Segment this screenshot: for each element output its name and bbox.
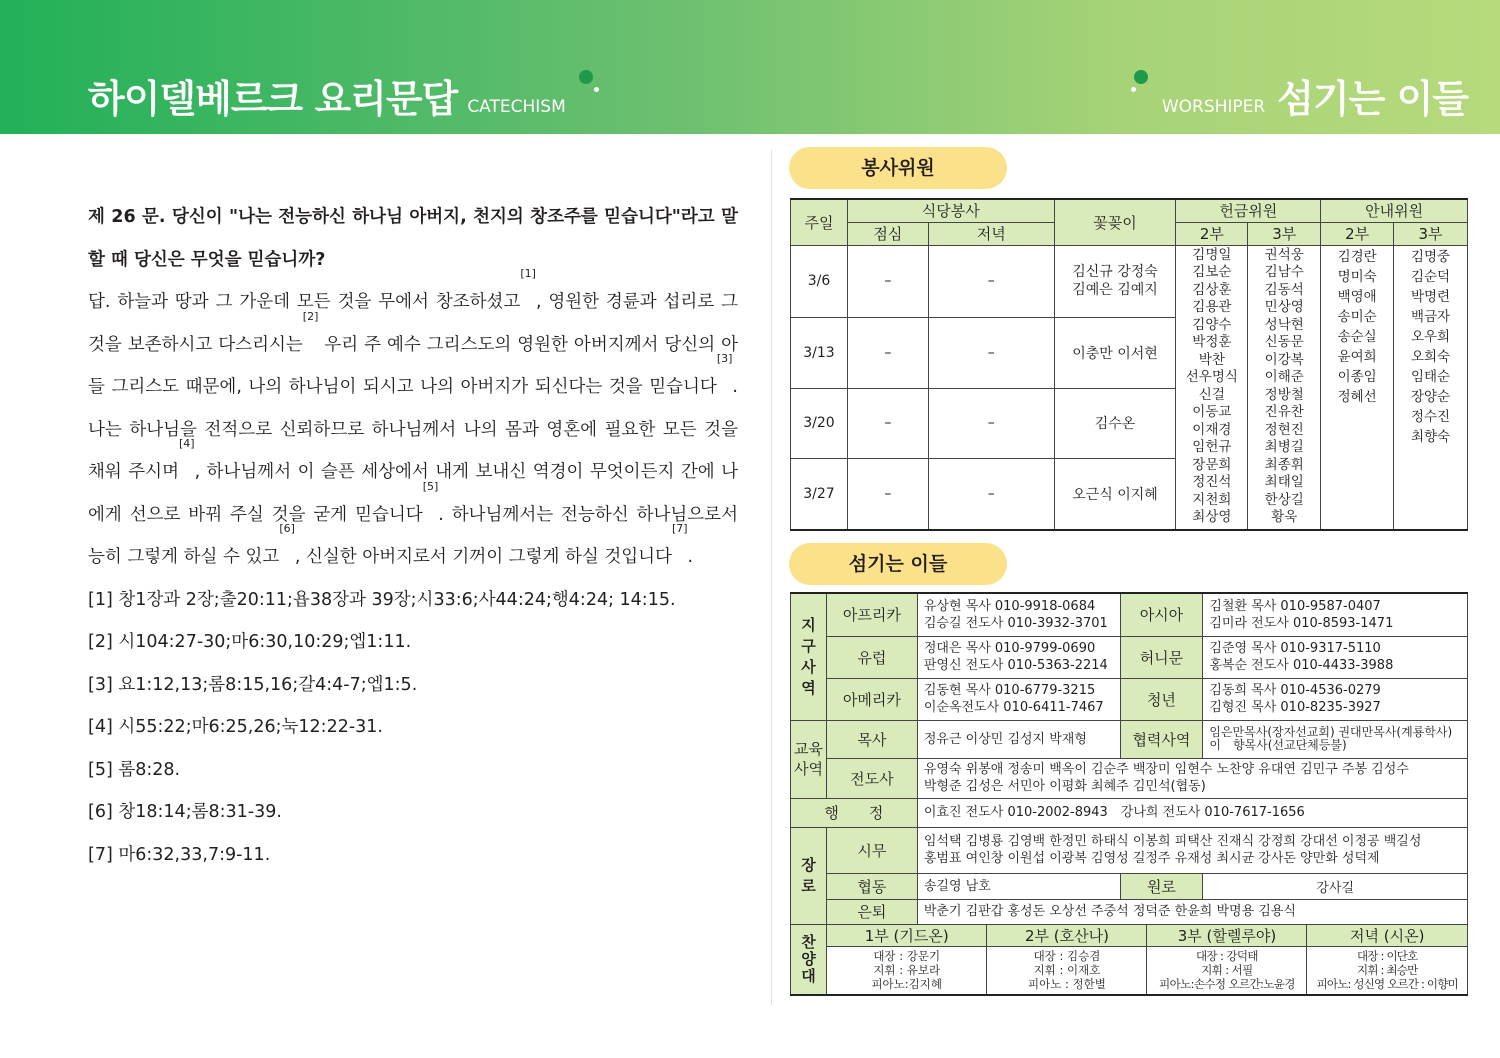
dinner-cell: – [928, 388, 1054, 458]
honeymoon-info [1203, 636, 1468, 678]
name-item: 송미순 [1337, 308, 1377, 325]
active-info [917, 827, 1467, 873]
reference-line: [5] 롬8:28. [88, 759, 181, 780]
honeymoon-line: 홍복순 전도사 010-4433-3988 [1209, 658, 1394, 673]
header-meal: 식당봉사 [847, 199, 1054, 222]
choir-line: 지휘 : 이재호 [1033, 963, 1101, 978]
name-item: 김순덕 [1410, 268, 1451, 285]
name-item: 한상길 [1264, 491, 1304, 508]
footnote-marker: [2] [302, 309, 319, 323]
date-cell: 3/27 [791, 458, 848, 530]
youth-label: 청년 [1120, 678, 1203, 720]
header-guide-2: 2부 [1321, 222, 1394, 245]
reference-line: [1] 창1장과 2장;출20:11;욥38장과 39장;시33:6;사44:24;행4:24; 14:15. [88, 589, 676, 610]
name-item: 진유찬 [1264, 404, 1304, 420]
evangelist-line: 박형준 김성은 서민아 이평화 최혜주 김민석(협동) [923, 779, 1206, 794]
name-item: 장양순 [1410, 388, 1451, 405]
label-char: 사 [801, 657, 816, 676]
assoc-label: 협동 [826, 873, 917, 899]
name-item: 김보순 [1192, 264, 1232, 280]
name-item: 임태순 [1410, 368, 1451, 385]
pastor-label: 목사 [826, 720, 917, 758]
footnote-marker: [1] [520, 267, 536, 280]
choir-name: 저녁 (시온) [1307, 925, 1467, 947]
name-item: 송순실 [1337, 328, 1377, 345]
name-item: 오우희 [1410, 328, 1451, 345]
retired-label: 은퇴 [826, 899, 917, 924]
name-item: 정수진 [1410, 408, 1451, 425]
america-info [917, 678, 1120, 720]
name-item: 김명일 [1192, 246, 1232, 263]
elder-label [791, 827, 827, 924]
flower-cell: 오근식 이지혜 [1054, 458, 1176, 530]
africa-line: 유상현 목사 010-9918-0684 [923, 598, 1096, 614]
choir-label [791, 924, 827, 995]
dinner-cell: – [928, 317, 1054, 388]
name-item: 최향숙 [1410, 428, 1451, 445]
name-item: 정진석 [1192, 474, 1232, 490]
flower-cell: 이충만 이서현 [1054, 317, 1176, 388]
europe-line: 판영신 전도사 010-5363-2214 [923, 658, 1108, 673]
africa-line: 김승길 전도사 010-3932-3701 [923, 615, 1108, 631]
header-guide: 안내위원 [1321, 199, 1468, 222]
header-right [1162, 68, 1468, 123]
flower-cell [1054, 245, 1176, 317]
coop-line: 임은만목사(장자선교회) 권대만목사(계룡학사) [1209, 725, 1453, 739]
retired-names: 박춘기 김판갑 홍성돈 오상선 주중석 정덕준 한윤희 박명용 김용식 [917, 899, 1467, 924]
name-item: 최종휘 [1264, 456, 1304, 473]
africa-info [917, 593, 1120, 636]
name-item: 김경란 [1337, 248, 1377, 265]
name-item: 백금자 [1410, 308, 1451, 325]
label-char: 구 [801, 636, 816, 655]
decor-dot [1134, 70, 1148, 84]
footnote-marker: [4] [178, 437, 195, 450]
name-item: 최상영 [1192, 509, 1232, 525]
dinner-cell: – [928, 245, 1054, 317]
label-char: 대 [801, 966, 816, 985]
name-item: 성낙현 [1264, 316, 1304, 333]
decor-dot-small [594, 87, 599, 92]
page-header [0, 0, 1500, 134]
choir-cell [826, 924, 1467, 995]
servers-section-title: 섬기는 이들 [789, 543, 1007, 585]
reference-line: [6] 창18:14;롬8:31-39. [88, 802, 282, 822]
youth-line: 김형진 목사 010-8235-3927 [1209, 700, 1381, 715]
answer-text: , 영원한 경륜과 섭리로 그것을 보존하시고 다스리시는 [88, 292, 738, 355]
answer-text: 우리 주 예수 그리스도의 영원한 아버지께서 당신의 아들 그리스도 때문에, 나의 하나님이 되시고 나의 아버지가 되신다는 것을 믿습니다 [88, 334, 738, 397]
admin-names: 이효진 전도사 010-2002-8943 강나희 전도사 010-7617-1656 [917, 798, 1467, 827]
name-item: 이동교 [1192, 404, 1232, 420]
choir-detail [1147, 946, 1307, 994]
choir-detail [827, 946, 987, 994]
header-date: 주일 [791, 199, 848, 245]
lunch-cell: – [847, 317, 928, 388]
choir-line: 지휘 : 서필 [1201, 963, 1253, 978]
name-item: 임헌규 [1192, 439, 1232, 455]
label-char: 로 [801, 876, 816, 895]
name-item: 최병길 [1264, 439, 1304, 455]
header-guide-3: 3부 [1394, 222, 1468, 245]
answer-text: . [687, 547, 694, 567]
evangelist-label: 전도사 [826, 758, 917, 798]
lunch-cell: – [847, 388, 928, 458]
coop-label: 협력사역 [1120, 720, 1203, 758]
name-item: 신동문 [1264, 334, 1304, 350]
coop-line: 이 향목사(선교단체등불) [1209, 738, 1347, 752]
reference-line: [3] 요1:12,13;롬8:15,16;갈4:4-7;엡1:5. [88, 674, 418, 695]
asia-line: 김미라 전도사 010-8593-1471 [1209, 615, 1394, 631]
label-char: 장 [801, 855, 816, 874]
choir-name: 3부 (할렐루야) [1147, 925, 1307, 947]
name-item: 정방철 [1264, 386, 1304, 403]
name-item: 김명중 [1410, 248, 1451, 265]
flower-cell: 김수온 [1054, 388, 1176, 458]
flower-line: 김예은 김예지 [1072, 282, 1158, 298]
assoc-names: 송길영 남호 [917, 873, 1120, 899]
asia-info [1203, 593, 1468, 636]
header-left [88, 68, 566, 123]
answer-text: , 신실한 아버지로서 기꺼이 그렇게 하실 것입니다 [294, 547, 672, 567]
catechism-references [88, 579, 738, 877]
choir-name: 2부 (호산나) [987, 925, 1147, 947]
youth-line: 김동희 목사 010-4536-0279 [1209, 683, 1381, 698]
honeymoon-label: 허니문 [1120, 636, 1203, 678]
admin-label: 행 정 [791, 798, 918, 827]
asia-line: 김철환 목사 010-9587-0407 [1209, 598, 1381, 614]
name-item: 지천희 [1192, 491, 1232, 508]
footnote-marker: [7] [671, 522, 688, 535]
america-label: 아메리카 [826, 678, 917, 720]
dinner-cell: – [928, 458, 1054, 530]
choir-line: 지휘 : 최승만 [1357, 963, 1418, 978]
africa-label: 아프리카 [826, 593, 917, 636]
name-item: 박정훈 [1192, 334, 1232, 350]
name-item: 이강복 [1264, 351, 1304, 368]
choir-line: 대장 : 이단호 [1357, 949, 1418, 964]
label-char: 역 [801, 678, 816, 697]
catechism-question: 제 26 문. 당신이 "나는 전능하신 하나님 아버지, 천지의 창조주를 믿습니다"라고 말할 때 당신은 무엇을 믿습니까? [88, 207, 738, 270]
choir-line: 대장 : 강덕태 [1195, 949, 1258, 964]
choir-line: 피아노:손수정 오르간:노윤경 [1159, 977, 1295, 992]
district-label [791, 593, 827, 720]
name-item: 김동석 [1264, 281, 1304, 298]
catechism-subtitle: CATECHISM [467, 97, 566, 117]
date-cell: 3/13 [791, 317, 848, 388]
reference-line: [7] 마6:32,33,7:9-11. [88, 844, 271, 865]
elder-label-text [791, 855, 826, 897]
reference-line: [4] 시55:22;마6:25,26;눅12:22-31. [88, 717, 383, 737]
active-line: 임석택 김병룡 김영백 한정민 하태식 이봉희 피택산 진재식 강정희 강대선 이정공 백길성 [923, 834, 1422, 849]
lunch-cell: – [847, 458, 928, 530]
decor-dot-small [1131, 87, 1136, 92]
coop-info [1203, 720, 1468, 758]
lunch-cell: – [847, 245, 928, 317]
europe-label: 유럽 [826, 636, 917, 678]
header-offering-3: 3부 [1248, 222, 1321, 245]
youth-info [1203, 678, 1468, 720]
active-label: 시무 [826, 827, 917, 873]
date-cell: 3/20 [791, 388, 848, 458]
offering-3-names [1248, 245, 1321, 530]
name-item: 정혜선 [1337, 388, 1377, 405]
america-line: 이순옥전도사 010-6411-7467 [923, 700, 1104, 715]
europe-info [917, 636, 1120, 678]
decor-dot [579, 70, 593, 84]
answer-text: . 하나님께서는 전능하신 하나님으로서 능히 그렇게 하실 수 있고 [88, 504, 738, 567]
name-item: 김양수 [1192, 316, 1232, 333]
name-item: 장문희 [1192, 456, 1232, 473]
name-item: 김상훈 [1192, 281, 1232, 298]
europe-line: 정대은 목사 010-9799-0690 [923, 641, 1096, 656]
catechism-body [88, 196, 738, 876]
label-char: 찬 [801, 932, 816, 951]
name-item: 백영애 [1337, 288, 1377, 305]
education-label [791, 720, 827, 798]
answer-text: 답. 하늘과 땅과 그 가운데 모든 것을 무에서 창조하셨고 [88, 292, 521, 312]
name-item: 권석웅 [1264, 246, 1304, 263]
district-label-text [791, 615, 826, 699]
active-line: 홍범표 여인창 이원섭 이광복 김영성 길정주 유재성 최시균 강사돈 양만화 성덕제 [923, 851, 1380, 866]
evangelist-line: 유영숙 위봉애 정송미 백옥이 김순주 백장미 임현수 노찬양 유대연 김민구 주봉 김성수 [923, 762, 1409, 777]
choir-line: 피아노:김지혜 [871, 977, 942, 992]
offering-2-names [1176, 245, 1248, 530]
name-item: 정현진 [1264, 421, 1304, 438]
header-offering-2: 2부 [1176, 222, 1248, 245]
answer-text: , 하나님께서 이 슬픈 세상에서 내게 보내신 역경이 무엇이든지 간에 나에게 선으로 바꿔 주실 것을 굳게 믿습니다 [88, 462, 738, 525]
flower-line: 김신규 강정숙 [1072, 264, 1158, 280]
choir-name: 1부 (기드온) [827, 925, 987, 947]
honeymoon-line: 김준영 목사 010-9317-5110 [1209, 641, 1381, 656]
service-table [790, 198, 1468, 531]
name-item: 명미숙 [1337, 268, 1377, 285]
pastor-names: 정유근 이상민 김성지 박재형 [917, 720, 1120, 758]
choir-table [827, 925, 1467, 995]
choir-line: 지휘 : 유보라 [873, 963, 941, 978]
choir-line: 대장 : 강문기 [873, 949, 941, 964]
header-offering: 헌금위원 [1176, 199, 1321, 222]
name-item: 오희숙 [1410, 348, 1451, 365]
america-line: 김동현 목사 010-6779-3215 [923, 683, 1096, 698]
footnote-marker: [3] [716, 352, 733, 365]
name-item: 박찬 [1198, 351, 1225, 368]
name-item: 박명련 [1410, 288, 1451, 305]
choir-detail [987, 946, 1147, 994]
catechism-title: 하이델베르크 요리문답 [88, 77, 458, 121]
asia-label: 아시아 [1120, 593, 1203, 636]
senior-names: 강사길 [1203, 873, 1468, 899]
answer-text: . 나는 하나님을 전적으로 신뢰하므로 하나님께서 나의 몸과 영혼에 필요한 모든 것을 채워 주시며 [88, 377, 738, 482]
worshiper-subtitle: WORSHIPER [1161, 97, 1266, 117]
choir-line: 대장 : 김승겸 [1033, 949, 1101, 964]
servers-table [790, 592, 1468, 996]
guide-3-names [1394, 245, 1468, 530]
footnote-marker: [5] [422, 479, 439, 493]
name-item: 김남수 [1264, 264, 1304, 280]
choir-line: 피아노 : 정한별 [1028, 977, 1106, 992]
senior-label: 원로 [1120, 873, 1203, 899]
name-item: 최태일 [1264, 474, 1304, 490]
name-item: 김용관 [1192, 299, 1232, 315]
name-item: 윤여희 [1337, 348, 1377, 365]
name-item: 이종임 [1337, 368, 1377, 385]
service-section-title: 봉사위원 [789, 147, 1007, 189]
evangelist-info [917, 758, 1467, 798]
label-char: 지 [801, 615, 816, 634]
education-label-line: 사역 [793, 760, 823, 778]
label-char: 양 [801, 949, 816, 968]
catechism-answer [88, 267, 738, 579]
name-item: 황욱 [1271, 509, 1298, 525]
header-flower: 꽃꽂이 [1054, 199, 1176, 245]
name-item: 민상영 [1264, 299, 1304, 315]
header-dinner: 저녁 [928, 222, 1054, 245]
header-lunch: 점심 [847, 222, 928, 245]
name-item: 이해준 [1264, 369, 1304, 385]
choir-detail [1307, 946, 1467, 994]
name-item: 이재경 [1192, 421, 1232, 438]
education-label-line: 교육 [793, 740, 823, 758]
choir-label-text [791, 934, 826, 985]
choir-line: 피아노: 성신영 오르간 : 이향미 [1316, 977, 1458, 992]
name-item: 선우명식 [1185, 369, 1238, 385]
worshiper-title: 섬기는 이들 [1277, 77, 1468, 121]
reference-line: [2] 시104:27-30;마6:30,10:29;엡1:11. [88, 632, 412, 652]
name-item: 신걸 [1198, 386, 1225, 403]
date-cell: 3/6 [791, 245, 848, 317]
footnote-marker: [6] [279, 522, 295, 535]
divider [771, 150, 772, 1005]
guide-2-names [1321, 245, 1394, 530]
